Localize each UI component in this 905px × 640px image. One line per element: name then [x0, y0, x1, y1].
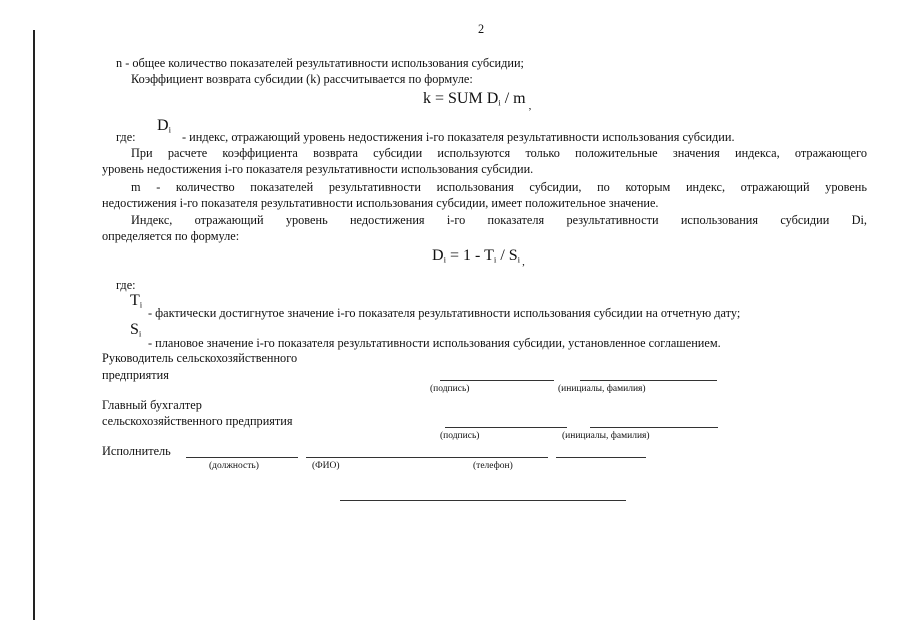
formula-k-lhs: k = SUM D: [423, 90, 499, 107]
symbol-s: [130, 321, 141, 343]
accountant-title-line1: Главный бухгалтер: [102, 398, 202, 412]
symbol-d-sub: i: [168, 124, 172, 135]
head-sign-caption: (подпись): [430, 384, 470, 394]
where-s-description: - плановое значение i-го показателя результативности использования субсидии, установленное соглашением.: [148, 336, 721, 350]
symbol-d: [157, 117, 171, 139]
accountant-title-line2: сельскохозяйственного предприятия: [102, 414, 293, 428]
executor-fio-caption: (ФИО): [312, 461, 340, 471]
formula-d-letter: D: [432, 247, 444, 264]
head-signature-line: [440, 380, 554, 381]
symbol-d-letter: D: [157, 117, 169, 134]
accountant-sign-caption: (подпись): [440, 431, 480, 441]
formula-d: [432, 247, 525, 269]
formula-k-rhs: / m: [500, 90, 526, 107]
executor-position-line: [186, 457, 298, 458]
executor-phone-caption: (телефон): [473, 461, 513, 471]
head-title-line1: Руководитель сельскохозяйственного: [102, 351, 298, 365]
formula-k-sub: i: [498, 97, 501, 108]
symbol-t: [130, 292, 142, 314]
paragraph-positive-line1: При расчете коэффициента возврата субсидии используются только положительные значения индекса, отражающего: [131, 146, 867, 160]
head-name-line: [580, 380, 717, 381]
closing-rule: [340, 500, 626, 501]
executor-label: Исполнитель: [102, 444, 171, 458]
accountant-name-caption: (инициалы, фамилия): [562, 431, 650, 441]
accountant-signature-line: [445, 427, 567, 428]
paragraph-index-line1: Индекс, отражающий уровень недостижения i-го показателя результативности использования субсидии Di,: [131, 213, 867, 227]
formula-s-sub: i: [517, 254, 521, 265]
paragraph-positive-line2: уровень недостижения i-го показателя результативности использования субсидии.: [102, 162, 534, 176]
paragraph-n-definition: n - общее количество показателей результативности использования субсидии;: [116, 56, 524, 70]
head-title-line2: предприятия: [102, 368, 169, 382]
formula-d-sub: i: [443, 254, 447, 265]
head-name-caption: (инициалы, фамилия): [558, 384, 646, 394]
formula-d-mid: = 1 - T: [446, 247, 494, 264]
symbol-t-letter: T: [130, 292, 140, 309]
formula-k: [423, 90, 531, 112]
where-t-description: - фактически достигнутое значение i-го показателя результативности использования субсидии на отчетную дату;: [148, 306, 741, 320]
paragraph-m-line2: недостижения i-го показателя результативности использования субсидии, имеет положительное значение.: [102, 196, 659, 210]
symbol-s-sub: i: [138, 328, 142, 339]
executor-fio-line: [306, 457, 548, 458]
formula-t-sub: i: [493, 254, 497, 265]
paragraph-k-intro: Коэффициент возврата субсидии (k) рассчитывается по формуле:: [131, 72, 473, 86]
binding-rule: [33, 30, 35, 620]
formula-k-trail: ,: [528, 100, 532, 112]
formula-d-slash: / S: [496, 247, 518, 264]
paragraph-index-line2: определяется по формуле:: [102, 229, 240, 243]
formula-d-trail: ,: [522, 256, 525, 268]
page-number: 2: [478, 22, 485, 36]
symbol-s-letter: S: [130, 321, 139, 338]
where-label-2: где:: [116, 278, 136, 292]
symbol-t-sub: i: [139, 299, 143, 310]
paragraph-m-line1: m - количество показателей результативности использования субсидии, по которым индекс, отражающий уровень: [131, 180, 867, 194]
executor-position-caption: (должность): [209, 461, 259, 471]
where-d-description: - индекс, отражающий уровень недостижения i-го показателя результативности использования субсидии.: [182, 130, 735, 144]
executor-phone-line: [556, 457, 646, 458]
accountant-name-line: [590, 427, 718, 428]
where-label-1: где:: [116, 130, 136, 144]
